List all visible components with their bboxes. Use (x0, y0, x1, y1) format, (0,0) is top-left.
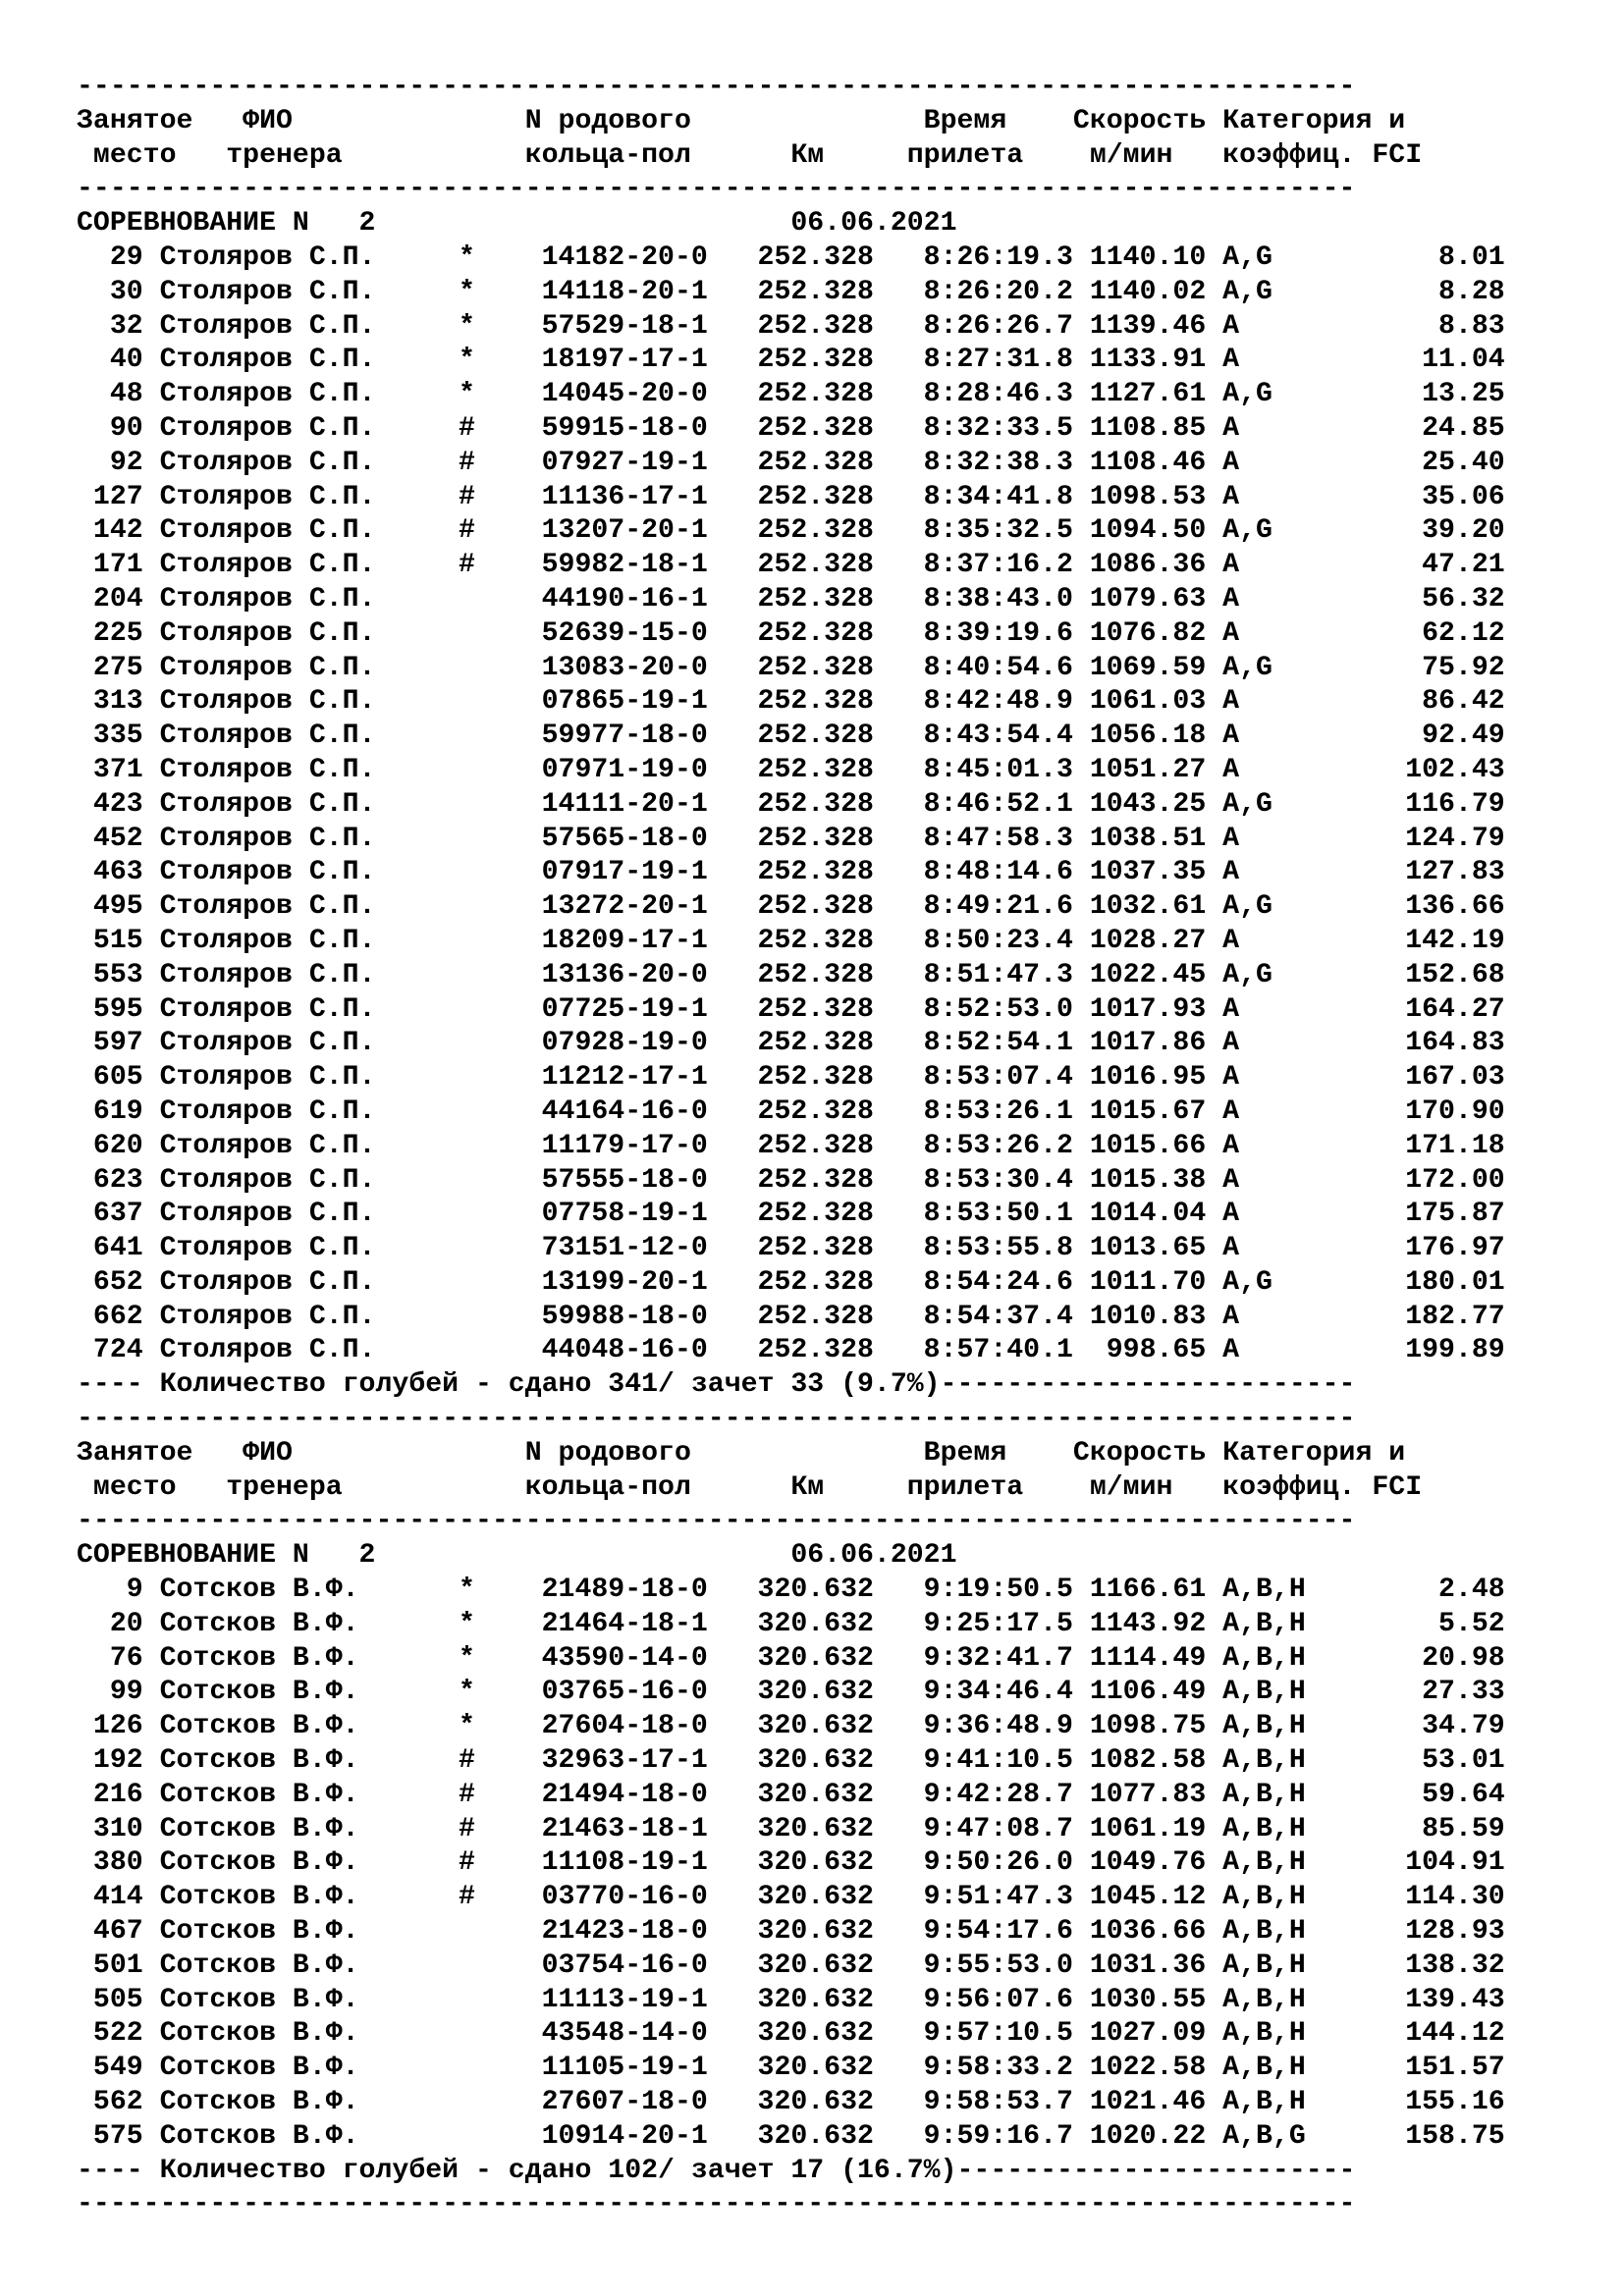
result-row: 619 Столяров С.П. 44164-16-0 252.328 8:53:26.1 1015.67 A 170.90 (77, 1095, 1505, 1127)
result-row: 553 Столяров С.П. 13136-20-0 252.328 8:51:47.3 1022.45 A,G 152.68 (77, 959, 1505, 990)
result-row: 562 Сотсков В.Ф. 27607-18-0 320.632 9:58:53.7 1021.46 A,B,H 155.16 (77, 2087, 1505, 2118)
result-row: 9 Сотсков В.Ф. * 21489-18-0 320.632 9:19:50.5 1166.61 A,B,H 2.48 (77, 1575, 1505, 1606)
result-row: 225 Столяров С.П. 52639-15-0 252.328 8:39:19.6 1076.82 A 62.12 (77, 617, 1505, 649)
result-row: 575 Сотсков В.Ф. 10914-20-1 320.632 9:59:16.7 1020.22 A,B,G 158.75 (77, 2120, 1505, 2152)
result-row: 452 Столяров С.П. 57565-18-0 252.328 8:47:58.3 1038.51 A 124.79 (77, 823, 1505, 854)
section-summary: ---- Количество голубей - сдано 102/ зачет 17 (16.7%)------------------------ (77, 2155, 1356, 2186)
result-row: 90 Столяров С.П. # 59915-18-0 252.328 8:32:33.5 1108.85 A 24.85 (77, 412, 1505, 444)
result-row: 652 Столяров С.П. 13199-20-1 252.328 8:54:24.6 1011.70 A,G 180.01 (77, 1266, 1505, 1298)
header-rule: ----------------------------------------------------------------------------- (77, 1506, 1356, 1537)
result-row: 204 Столяров С.П. 44190-16-1 252.328 8:38:43.0 1079.63 A 56.32 (77, 583, 1505, 614)
result-row: 467 Сотсков В.Ф. 21423-18-0 320.632 9:54:17.6 1036.66 A,B,H 128.93 (77, 1916, 1505, 1948)
result-row: 623 Столяров С.П. 57555-18-0 252.328 8:53:30.4 1015.38 A 172.00 (77, 1164, 1505, 1196)
result-row: 515 Столяров С.П. 18209-17-1 252.328 8:50:23.4 1028.27 A 142.19 (77, 925, 1505, 956)
result-row: 32 Столяров С.П. * 57529-18-1 252.328 8:26:26.7 1139.46 A 8.83 (77, 310, 1505, 342)
result-row: 216 Сотсков В.Ф. # 21494-18-0 320.632 9:42:28.7 1077.83 A,B,H 59.64 (77, 1779, 1505, 1810)
result-row: 597 Столяров С.П. 07928-19-0 252.328 8:52:54.1 1017.86 A 164.83 (77, 1028, 1505, 1059)
result-row: 30 Столяров С.П. * 14118-20-1 252.328 8:26:20.2 1140.02 A,G 8.28 (77, 276, 1505, 307)
top-rule: ----------------------------------------------------------------------------- (77, 72, 1356, 102)
result-row: 641 Столяров С.П. 73151-12-0 252.328 8:53:55.8 1013.65 A 176.97 (77, 1233, 1505, 1264)
result-row: 501 Сотсков В.Ф. 03754-16-0 320.632 9:55:53.0 1031.36 A,B,H 138.32 (77, 1949, 1505, 1981)
result-row: 275 Столяров С.П. 13083-20-0 252.328 8:40:54.6 1069.59 A,G 75.92 (77, 652, 1505, 683)
section-summary: ---- Количество голубей - сдано 341/ зачет 33 (9.7%)------------------------- (77, 1369, 1356, 1401)
bottom-rule: ----------------------------------------------------------------------------- (77, 2189, 1356, 2220)
column-header-line-1: Занятое ФИО N родового Время Скорость Категория и (77, 1437, 1406, 1468)
result-row: 310 Сотсков В.Ф. # 21463-18-1 320.632 9:47:08.7 1061.19 A,B,H 85.59 (77, 1813, 1505, 1844)
result-row: 495 Столяров С.П. 13272-20-1 252.328 8:49:21.6 1032.61 A,G 136.66 (77, 891, 1505, 923)
result-row: 192 Сотсков В.Ф. # 32963-17-1 320.632 9:41:10.5 1082.58 A,B,H 53.01 (77, 1745, 1505, 1777)
result-row: 127 Столяров С.П. # 11136-17-1 252.328 8:34:41.8 1098.53 A 35.06 (77, 481, 1505, 512)
result-row: 637 Столяров С.П. 07758-19-1 252.328 8:53:50.1 1014.04 A 175.87 (77, 1199, 1505, 1230)
result-row: 335 Столяров С.П. 59977-18-0 252.328 8:43:54.4 1056.18 A 92.49 (77, 721, 1505, 752)
result-row: 423 Столяров С.П. 14111-20-1 252.328 8:46:52.1 1043.25 A,G 116.79 (77, 788, 1505, 820)
result-row: 463 Столяров С.П. 07917-19-1 252.328 8:48:14.6 1037.35 A 127.83 (77, 857, 1505, 888)
result-row: 29 Столяров С.П. * 14182-20-0 252.328 8:26:19.3 1140.10 A,G 8.01 (77, 241, 1505, 273)
column-header-line-2: место тренера кольца-пол Км прилета м/мин коэффиц. FCI (77, 1471, 1423, 1503)
results-report (77, 71, 1624, 2222)
result-row: 99 Сотсков В.Ф. * 03765-16-0 320.632 9:34:46.4 1106.49 A,B,H 27.33 (77, 1677, 1505, 1708)
result-row: 505 Сотсков В.Ф. 11113-19-1 320.632 9:56:07.6 1030.55 A,B,H 139.43 (77, 1984, 1505, 2015)
result-row: 620 Столяров С.П. 11179-17-0 252.328 8:53:26.2 1015.66 A 171.18 (77, 1130, 1505, 1161)
result-row: 40 Столяров С.П. * 18197-17-1 252.328 8:27:31.8 1133.91 A 11.04 (77, 345, 1505, 376)
result-row: 126 Сотсков В.Ф. * 27604-18-0 320.632 9:36:48.9 1098.75 A,B,H 34.79 (77, 1711, 1505, 1742)
result-row: 414 Сотсков В.Ф. # 03770-16-0 320.632 9:51:47.3 1045.12 A,B,H 114.30 (77, 1882, 1505, 1913)
result-row: 371 Столяров С.П. 07971-19-0 252.328 8:45:01.3 1051.27 A 102.43 (77, 754, 1505, 785)
result-row: 142 Столяров С.П. # 13207-20-1 252.328 8:35:32.5 1094.50 A,G 39.20 (77, 515, 1505, 547)
result-row: 380 Сотсков В.Ф. # 11108-19-1 320.632 9:50:26.0 1049.76 A,B,H 104.91 (77, 1847, 1505, 1879)
competition-title: СОРЕВНОВАНИЕ N 2 06.06.2021 (77, 1540, 957, 1572)
result-row: 48 Столяров С.П. * 14045-20-0 252.328 8:28:46.3 1127.61 A,G 13.25 (77, 379, 1505, 410)
column-header-line-1: Занятое ФИО N родового Время Скорость Категория и (77, 105, 1406, 136)
result-row: 605 Столяров С.П. 11212-17-1 252.328 8:53:07.4 1016.95 A 167.03 (77, 1062, 1505, 1094)
result-row: 76 Сотсков В.Ф. * 43590-14-0 320.632 9:32:41.7 1114.49 A,B,H 20.98 (77, 1642, 1505, 1674)
result-row: 662 Столяров С.П. 59988-18-0 252.328 8:54:37.4 1010.83 A 182.77 (77, 1301, 1505, 1332)
result-row: 171 Столяров С.П. # 59982-18-1 252.328 8:37:16.2 1086.36 A 47.21 (77, 550, 1505, 581)
column-header-line-2: место тренера кольца-пол Км прилета м/мин коэффиц. FCI (77, 139, 1423, 171)
result-row: 724 Столяров С.П. 44048-16-0 252.328 8:57:40.1 998.65 A 199.89 (77, 1335, 1505, 1366)
top-rule: ----------------------------------------------------------------------------- (77, 1404, 1356, 1435)
header-rule: ----------------------------------------------------------------------------- (77, 174, 1356, 205)
result-row: 522 Сотсков В.Ф. 43548-14-0 320.632 9:57:10.5 1027.09 A,B,H 144.12 (77, 2018, 1505, 2050)
result-row: 549 Сотсков В.Ф. 11105-19-1 320.632 9:58:33.2 1022.58 A,B,H 151.57 (77, 2053, 1505, 2084)
result-row: 595 Столяров С.П. 07725-19-1 252.328 8:52:53.0 1017.93 A 164.27 (77, 993, 1505, 1025)
result-row: 20 Сотсков В.Ф. * 21464-18-1 320.632 9:25:17.5 1143.92 A,B,H 5.52 (77, 1608, 1505, 1639)
result-row: 313 Столяров С.П. 07865-19-1 252.328 8:42:48.9 1061.03 A 86.42 (77, 686, 1505, 718)
result-row: 92 Столяров С.П. # 07927-19-1 252.328 8:32:38.3 1108.46 A 25.40 (77, 447, 1505, 478)
competition-title: СОРЕВНОВАНИЕ N 2 06.06.2021 (77, 208, 957, 240)
